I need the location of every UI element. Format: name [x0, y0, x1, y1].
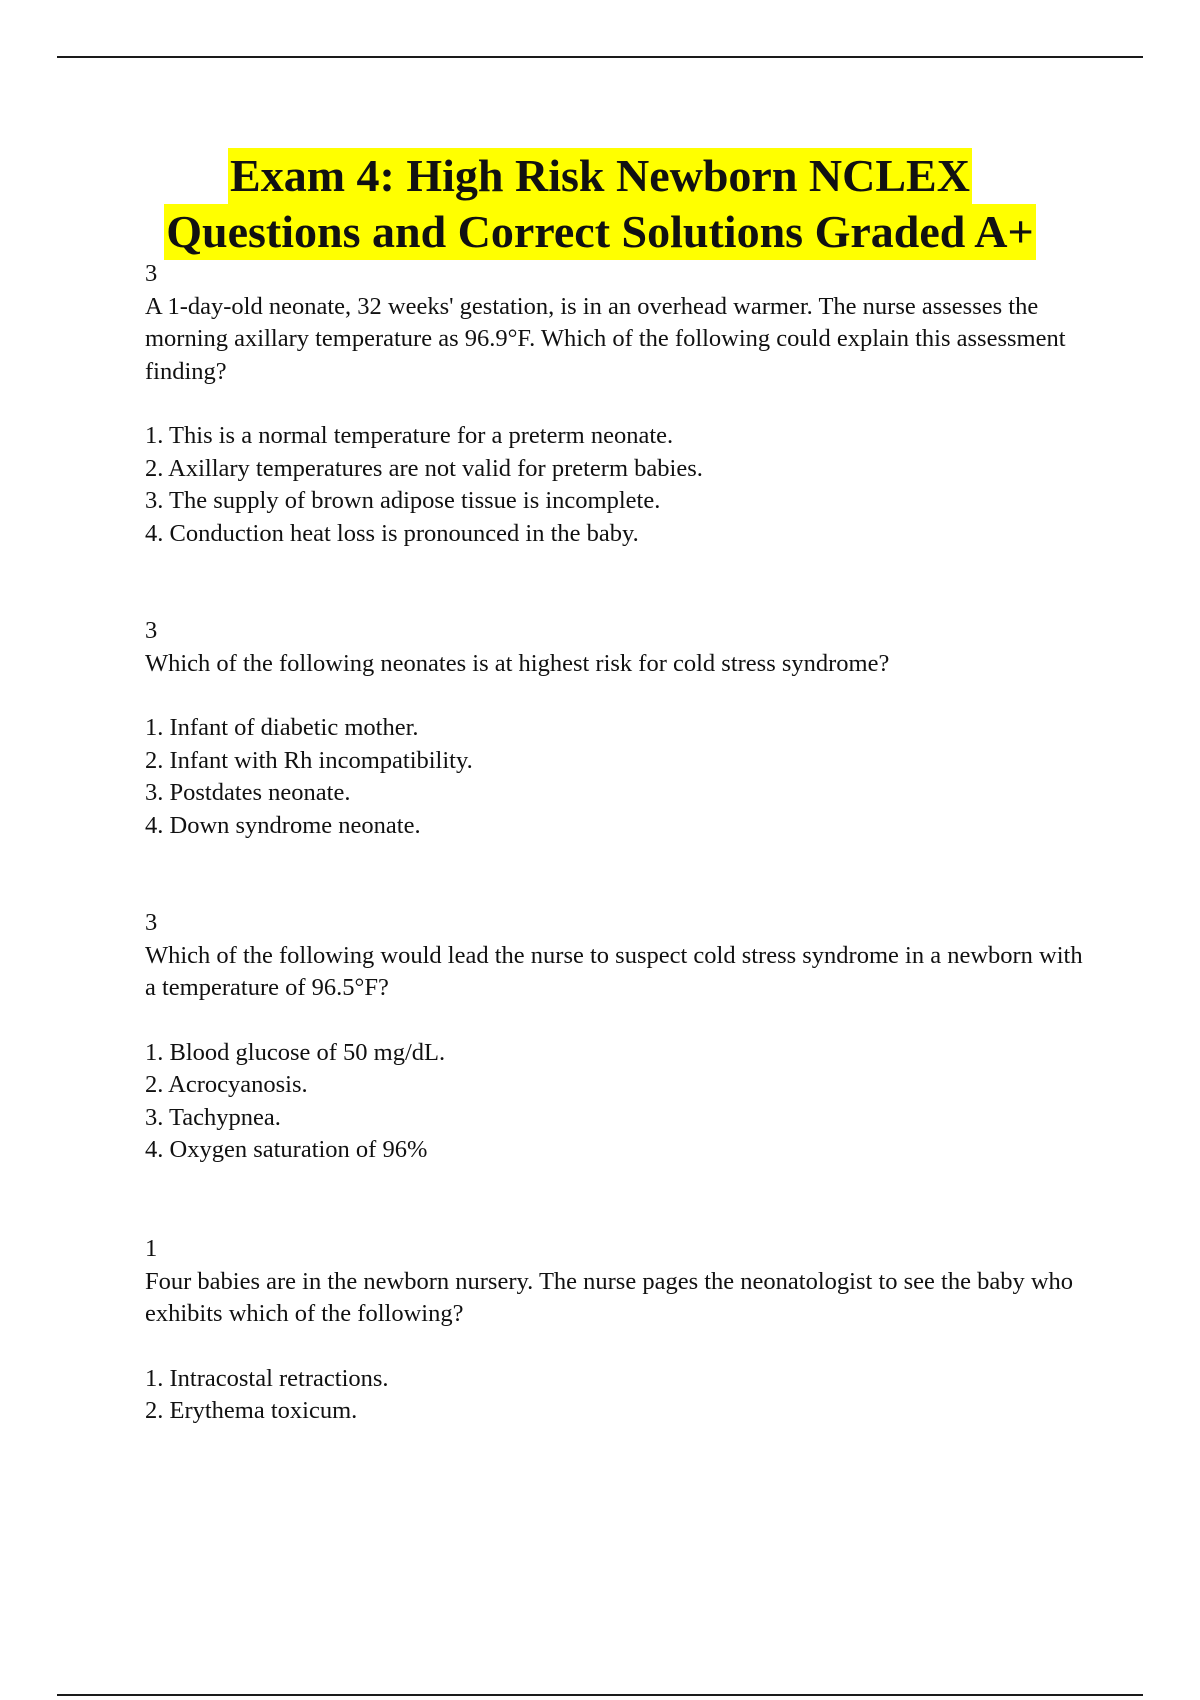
question-answer-number: 1: [145, 1235, 158, 1262]
option-item: 3. Postdates neonate.: [145, 779, 351, 806]
question-answer-number: 3: [145, 260, 158, 287]
option-item: 4. Conduction heat loss is pronounced in the baby.: [145, 519, 639, 547]
top-rule: [57, 56, 1143, 58]
question-block-3: [145, 907, 1085, 1167]
option-item: 2. Infant with Rh incompatibility.: [145, 746, 473, 774]
question-options: [145, 712, 1085, 842]
question-block-1: [145, 258, 1085, 550]
title-line-1: Exam 4: High Risk Newborn NCLEX: [228, 148, 972, 204]
option-item: 1. Intracostal retractions.: [145, 1364, 389, 1392]
option-item: 2. Acrocyanosis.: [145, 1071, 308, 1098]
question-text: A 1-day-old neonate, 32 weeks' gestation, is in an overhead warmer. The nurse assesses the morning axillary temperature as 96.9°F. Which of the following could explain this assessment finding?: [145, 292, 1066, 385]
option-item: 1. Infant of diabetic mother.: [145, 714, 419, 741]
option-item: 2. Erythema toxicum.: [145, 1397, 358, 1424]
bottom-rule: [57, 1694, 1143, 1696]
question-answer-number: 3: [145, 909, 158, 936]
title-line-2: Questions and Correct Solutions Graded A+: [164, 204, 1036, 260]
question-block-2: [145, 615, 1085, 842]
document-title: [0, 148, 1200, 260]
question-text: Which of the following would lead the nurse to suspect cold stress syndrome in a newborn with a temperature of 96.5°F?: [145, 941, 1083, 1001]
option-item: 3. The supply of brown adipose tissue is incomplete.: [145, 487, 661, 514]
question-options: [145, 1037, 1085, 1167]
option-item: 1. Blood glucose of 50 mg/dL.: [145, 1038, 446, 1066]
question-text: Which of the following neonates is at highest risk for cold stress syndrome?: [145, 649, 890, 677]
option-item: 1. This is a normal temperature for a preterm neonate.: [145, 422, 674, 449]
option-item: 2. Axillary temperatures are not valid for preterm babies.: [145, 454, 703, 482]
question-options: [145, 1363, 1085, 1428]
question-options: [145, 420, 1085, 550]
question-block-4: [145, 1233, 1085, 1428]
option-item: 4. Down syndrome neonate.: [145, 811, 421, 839]
question-answer-number: 3: [145, 617, 158, 644]
question-text: Four babies are in the newborn nursery. The nurse pages the neonatologist to see the baby who exhibits which of the following?: [145, 1267, 1074, 1327]
option-item: 4. Oxygen saturation of 96%: [145, 1136, 428, 1163]
option-item: 3. Tachypnea.: [145, 1103, 281, 1131]
